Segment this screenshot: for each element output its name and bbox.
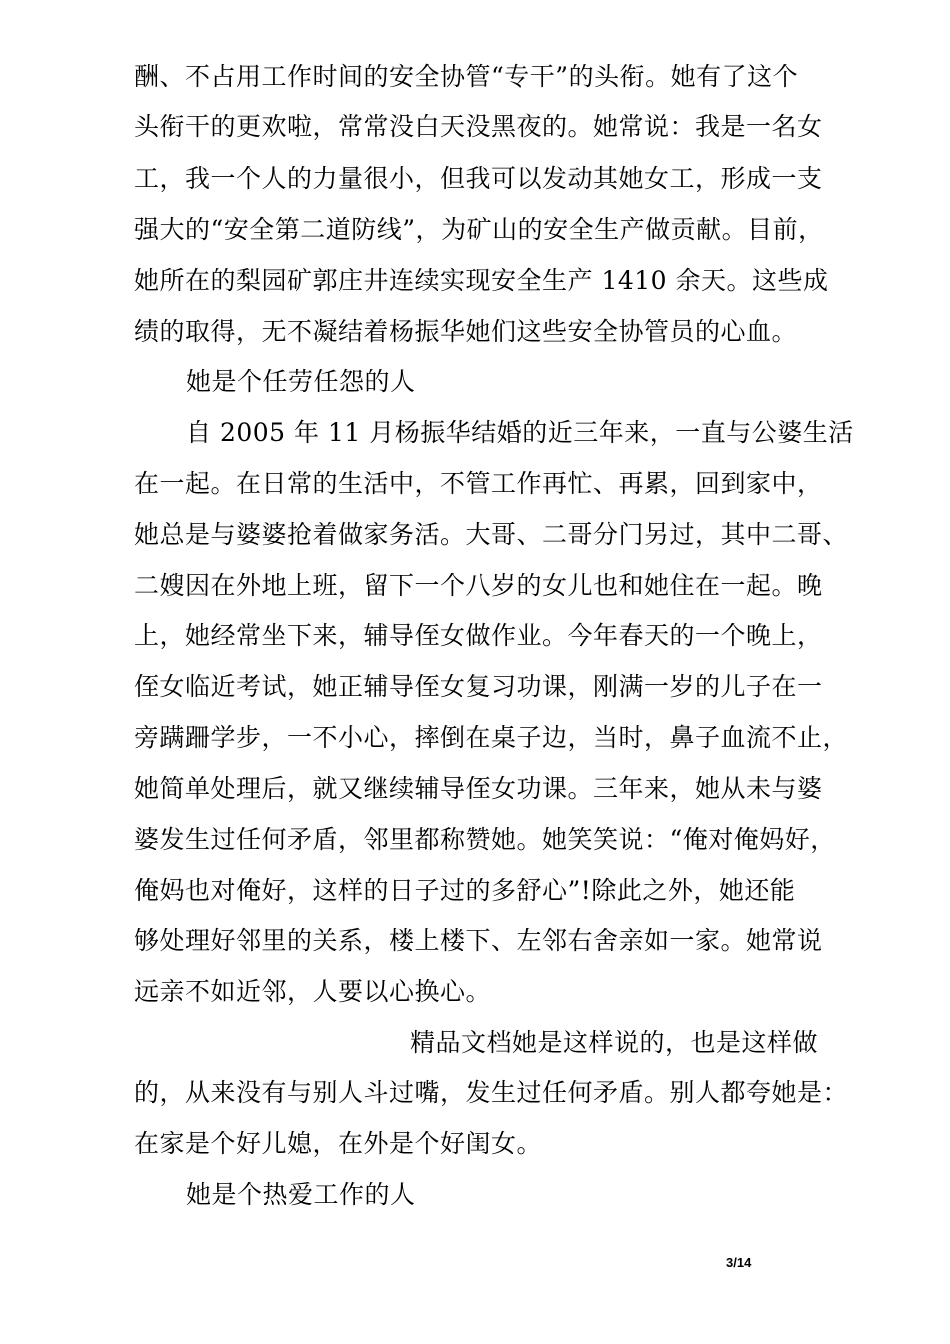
text-line: 在家是个好儿媳，在外是个好闺女。	[134, 1129, 543, 1158]
text-line: 绩的取得，无不凝结着杨振华她们这些安全协管员的心血。	[134, 317, 798, 346]
text-line: 远亲不如近邻，人要以心换心。	[134, 977, 492, 1006]
text-line: 头衔干的更欢啦，常常没白天没黑夜的。她常说：我是一名女	[134, 112, 823, 141]
text-line: 酬、不占用工作时间的安全协管“专干”的头衔。她有了这个	[134, 62, 799, 91]
text-line: 自 2005 年 11 月杨振华结婚的近三年来，一直与公婆生活	[186, 418, 854, 447]
text-line: 在一起。在日常的生活中，不管工作再忙、再累，回到家中，	[134, 469, 823, 498]
text-line: 侄女临近考试，她正辅导侄女复习功课，刚满一岁的儿子在一	[134, 672, 823, 701]
text-line: 工，我一个人的力量很小，但我可以发动其她女工，形成一支	[134, 164, 823, 193]
page-number: 3/14	[726, 1255, 752, 1270]
section-heading: 她是个任劳任怨的人	[186, 367, 416, 396]
text-line: 她简单处理后，就又继续辅导侄女功课。三年来，她从未与婆	[134, 774, 823, 803]
text-line: 二嫂因在外地上班，留下一个八岁的女儿也和她住在一起。晚	[134, 571, 823, 600]
text-line: 上，她经常坐下来，辅导侄女做作业。今年春天的一个晚上，	[134, 621, 823, 650]
text-line: 俺妈也对俺好，这样的日子过的多舒心”!除此之外，她还能	[134, 876, 796, 905]
text-line: 她总是与婆婆抢着做家务活。大哥、二哥分门另过，其中二哥、	[134, 520, 849, 549]
section-heading: 她是个热爱工作的人	[186, 1180, 416, 1209]
text-line: 强大的“安全第二道防线”，为矿山的安全生产做贡献。目前，	[134, 215, 824, 244]
text-line: 精品文档她是这样说的，也是这样做	[410, 1028, 819, 1057]
text-line: 够处理好邻里的关系，楼上楼下、左邻右舍亲如一家。她常说	[134, 926, 823, 955]
text-line: 婆发生过任何矛盾，邻里都称赞她。她笑笑说：“俺对俺妈好，	[134, 825, 836, 854]
text-line: 的，从来没有与别人斗过嘴，发生过任何矛盾。别人都夸她是：	[134, 1078, 849, 1107]
text-line: 旁蹒跚学步，一不小心，摔倒在桌子边，当时，鼻子血流不止，	[134, 723, 849, 752]
text-line: 她所在的梨园矿郭庄井连续实现安全生产 1410 余天。这些成	[134, 266, 829, 295]
